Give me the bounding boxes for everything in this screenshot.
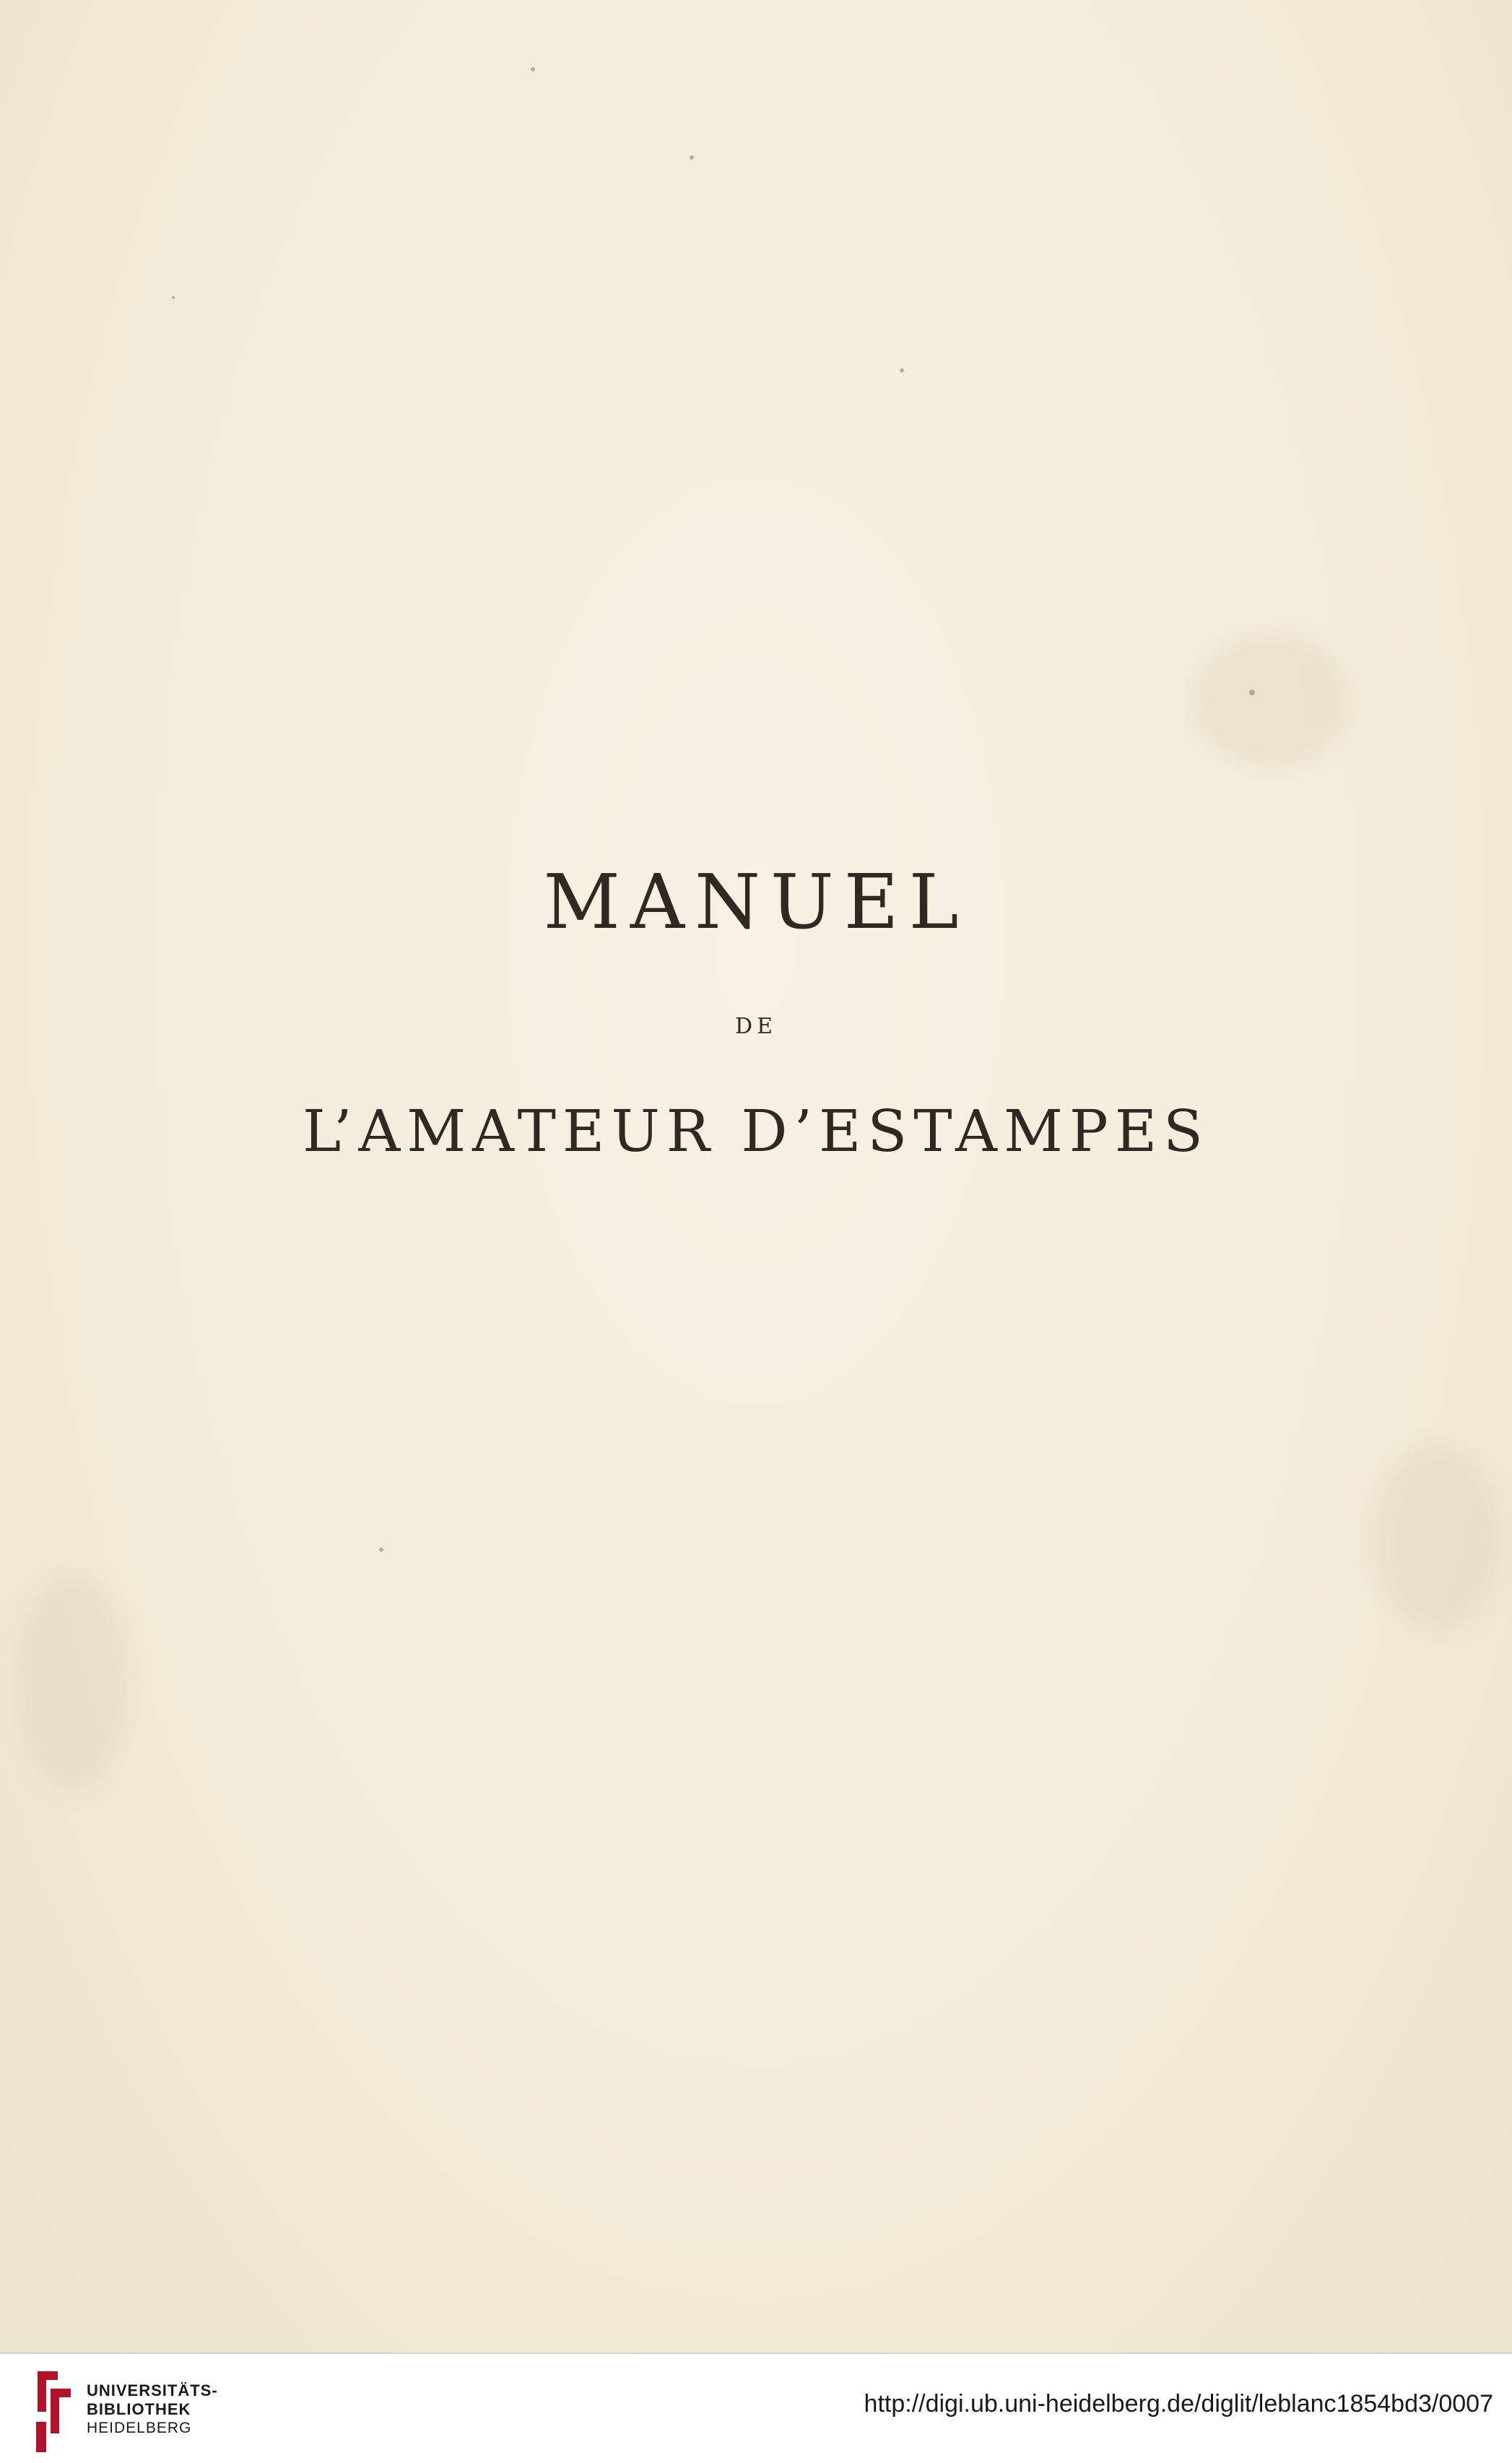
paper-speck bbox=[531, 67, 535, 71]
digitization-footer bbox=[0, 2353, 1512, 2463]
library-name-line3: HEIDELBERG bbox=[87, 2420, 192, 2436]
book-subtitle: L’AMATEUR D’ESTAMPES bbox=[303, 1098, 1209, 1165]
paper-speck bbox=[1249, 690, 1255, 695]
paper-stain bbox=[1372, 1444, 1502, 1632]
paper-stain bbox=[1191, 635, 1350, 765]
paper-speck bbox=[900, 368, 904, 373]
library-name-line1: UNIVERSITÄTS- bbox=[87, 2381, 218, 2399]
permalink-url[interactable]: http://digi.ub.uni-heidelberg.de/diglit/leblanc1854bd3/0007 bbox=[864, 2390, 1493, 2418]
title-connector: DE bbox=[735, 1014, 777, 1039]
paper-speck bbox=[379, 1547, 383, 1552]
book-title: MANUEL bbox=[543, 858, 969, 946]
library-logo-icon bbox=[29, 2364, 79, 2458]
paper-speck bbox=[690, 155, 694, 160]
library-name-line2: BIBLIOTHEK bbox=[87, 2400, 191, 2418]
paper-speck bbox=[172, 296, 175, 299]
library-name bbox=[87, 2381, 218, 2438]
paper-stain bbox=[14, 1574, 130, 1791]
